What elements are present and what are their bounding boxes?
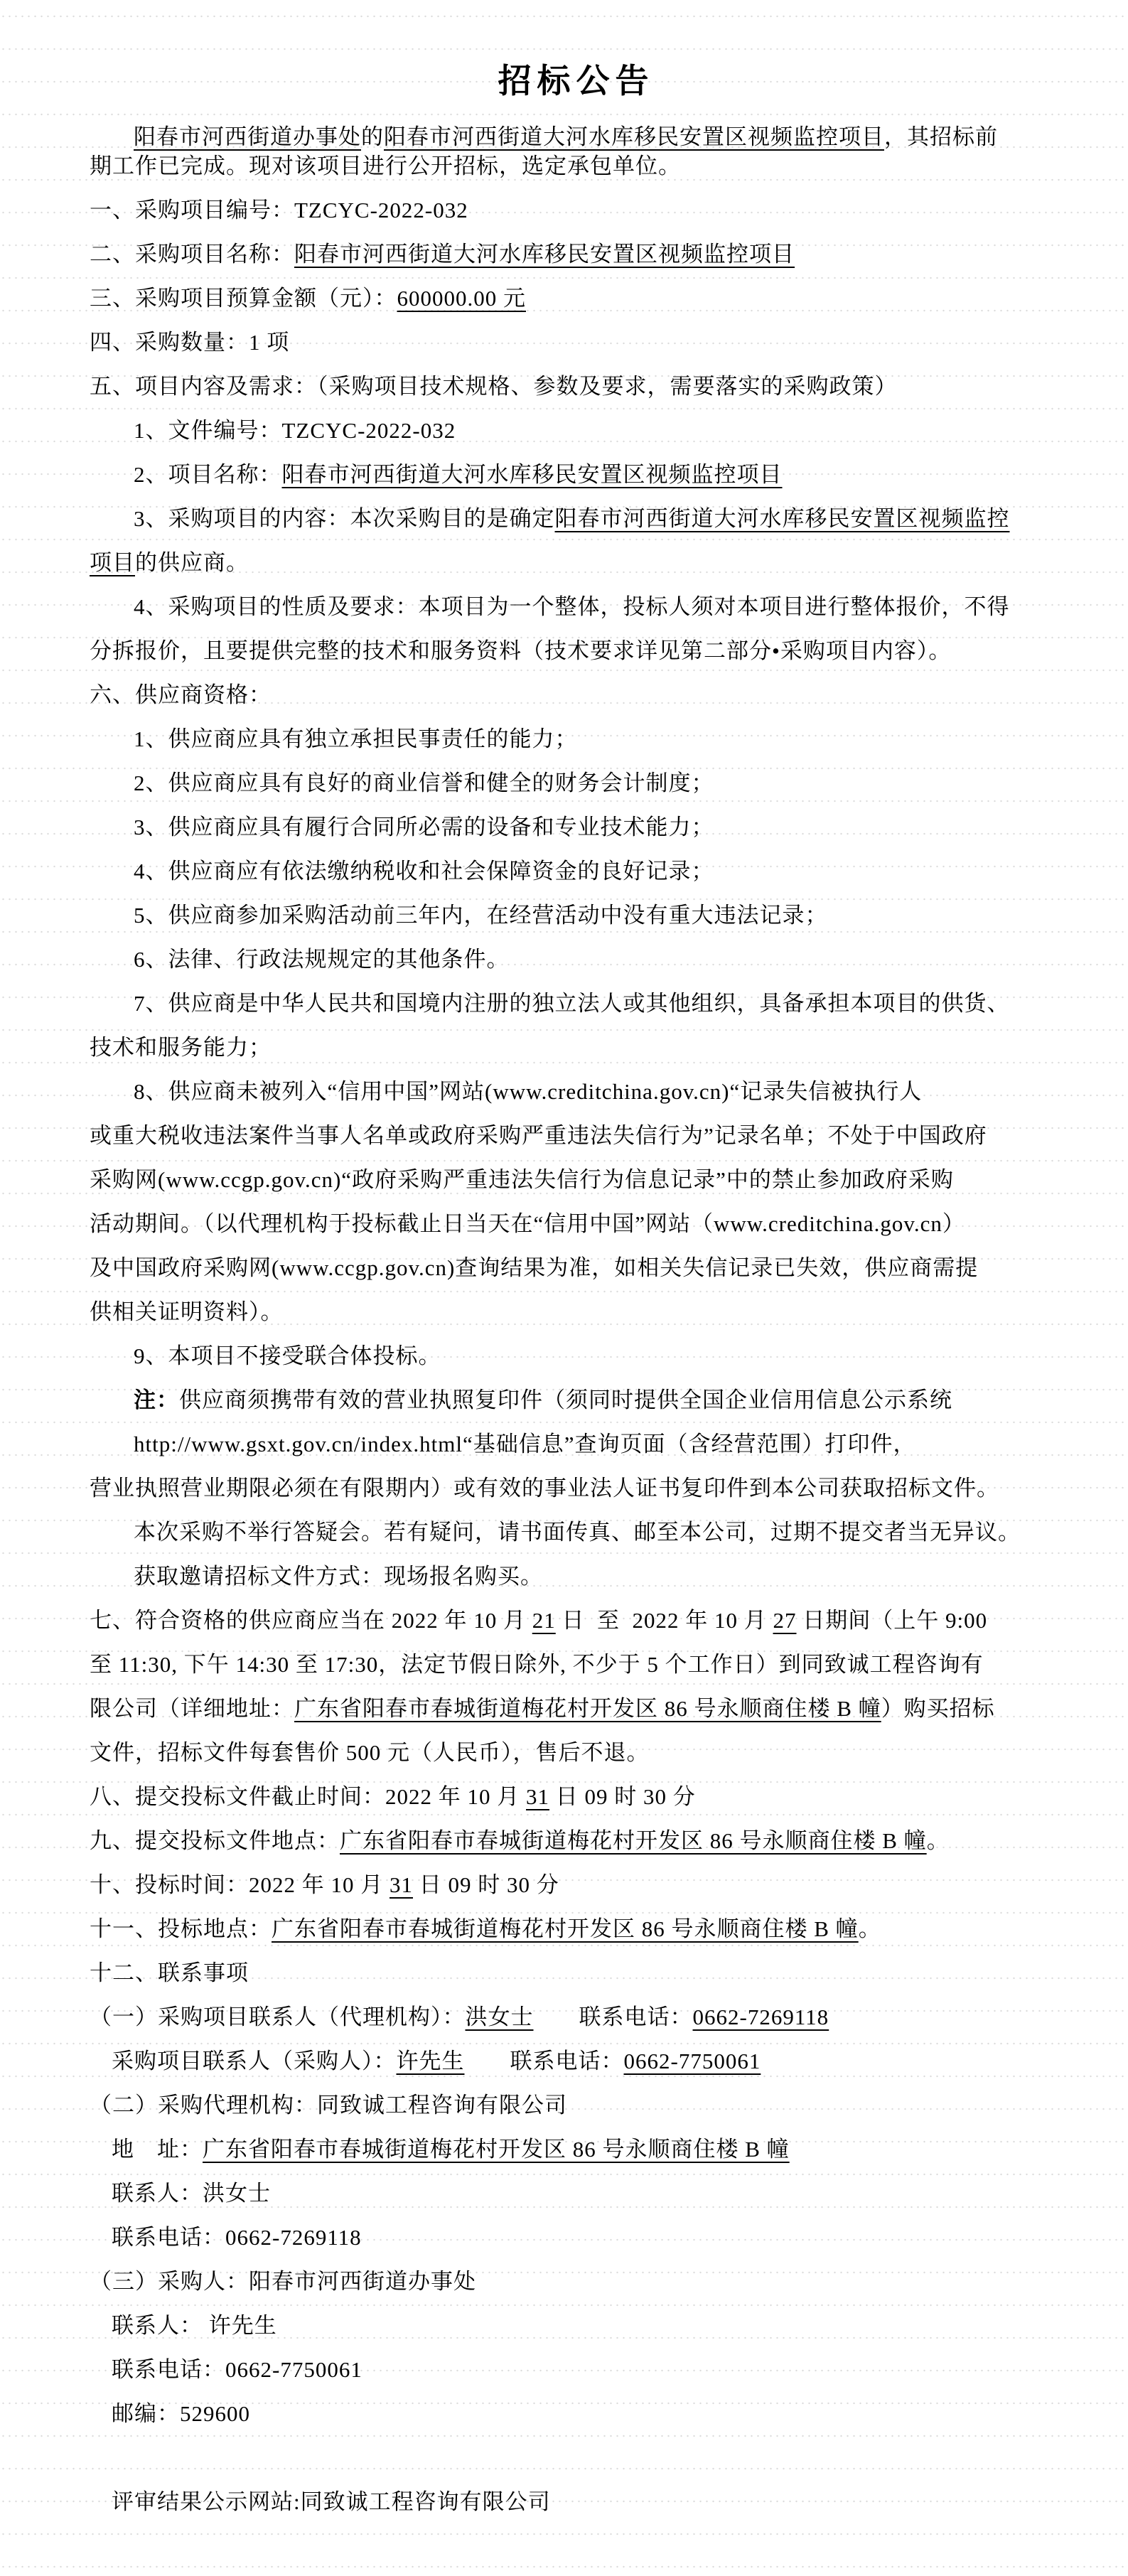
text-run: 联系电话：0662-7269118 <box>112 2225 362 2250</box>
doc-line <box>90 1958 1063 1988</box>
doc-line <box>90 2179 1063 2209</box>
underlined-text: 600000.00 元 <box>397 286 526 311</box>
text-run: 日期间（上午 9:00 <box>796 1608 988 1633</box>
underlined-text: 项目 <box>90 550 135 575</box>
doc-line <box>90 857 1063 886</box>
doc-line <box>90 1870 1063 1900</box>
doc-line <box>90 1562 1063 1592</box>
text-run: 5、供应商参加采购活动前三年内，在经营活动中没有重大违法记录； <box>134 903 828 928</box>
doc-line <box>90 2487 1063 2517</box>
text-run: 的 <box>361 124 384 149</box>
text-run: 日 09 时 30 分 <box>413 1872 559 1897</box>
doc-line <box>90 724 1063 754</box>
underlined-text: 广东省阳春市春城街道梅花村开发区 86 号永顺商住楼 B 幢 <box>203 2137 790 2162</box>
doc-line <box>90 1826 1063 1856</box>
text-run: http://www.gsxt.gov.cn/index.html“基础信息”查询页面（含经营范围）打印件， <box>134 1432 916 1456</box>
doc-line <box>90 2355 1063 2385</box>
doc-line <box>90 1253 1063 1283</box>
underlined-text: 许先生 <box>396 2049 465 2073</box>
doc-line <box>90 812 1063 842</box>
doc-line <box>90 2091 1063 2120</box>
text-run: 。 <box>858 1916 881 1941</box>
text-run: 联系电话： <box>464 2049 624 2073</box>
text-run: 6、法律、行政法规规定的其他条件。 <box>134 947 510 972</box>
text-run: 4、采购项目的性质及要求：本项目为一个整体，投标人须对本项目进行整体报价，不得 <box>134 594 1010 619</box>
doc-line <box>90 122 1063 152</box>
underlined-text: 阳春市河西街道大河水库移民安置区视频监控 <box>554 506 1010 531</box>
doc-line <box>90 1782 1063 1812</box>
underlined-text: 广东省阳春市春城街道梅花村开发区 86 号永顺商住楼 B 幢 <box>272 1916 859 1941</box>
text-run: 十、投标时间：2022 年 10 月 <box>90 1872 390 1897</box>
doc-line <box>90 592 1063 622</box>
doc-line <box>90 1121 1063 1151</box>
doc-line <box>90 2223 1063 2253</box>
underlined-text: 阳春市河西街道大河水库移民安置区视频监控项目 <box>281 462 783 487</box>
text-run: 二、采购项目名称： <box>90 242 294 267</box>
doc-line <box>90 195 1063 225</box>
doc-line <box>90 1209 1063 1239</box>
doc-line <box>90 151 1063 181</box>
doc-line <box>90 1385 1063 1415</box>
text-run: 或重大税收违法案件当事人名单或政府采购严重违法失信行为”记录名单；不处于中国政府 <box>90 1123 987 1148</box>
text-run: 及中国政府采购网(www.ccgp.gov.cn)查询结果为准，如相关失信记录已失效，供应商需提 <box>90 1255 979 1280</box>
doc-line <box>90 1914 1063 1944</box>
doc-line <box>90 2135 1063 2164</box>
text-run: 九、提交投标文件地点： <box>90 1828 340 1853</box>
doc-line <box>90 460 1063 490</box>
underlined-text: 阳春市河西街道大河水库移民安置区视频监控项目 <box>384 124 884 149</box>
text-run: 3、供应商应具有履行合同所必需的设备和专业技术能力； <box>134 815 714 839</box>
text-run: ）购买招标 <box>881 1696 995 1721</box>
text-run: 1、文件编号：TZCYC-2022-032 <box>134 418 456 443</box>
doc-line <box>90 1429 1063 1459</box>
text-run: 八、提交投标文件截止时间：2022 年 10 月 <box>90 1784 526 1809</box>
text-run: ，其招标前 <box>884 124 998 149</box>
text-run: 联系人： 许先生 <box>112 2313 277 2338</box>
text-run: 2、项目名称： <box>134 462 282 487</box>
text-run: 六、供应商资格： <box>90 682 272 707</box>
doc-line <box>90 1694 1063 1724</box>
text-run: 一、采购项目编号：TZCYC-2022-032 <box>90 198 468 222</box>
doc-line <box>90 2267 1063 2297</box>
doc-line <box>90 1077 1063 1107</box>
text-run: 邮编：529600 <box>112 2401 250 2426</box>
doc-line <box>90 548 1063 578</box>
doc-line <box>90 636 1063 666</box>
underlined-text: 31 <box>526 1784 549 1809</box>
doc-line <box>90 1341 1063 1371</box>
text-run: 文件，招标文件每套售价 500 元（人民币），售后不退。 <box>90 1740 650 1765</box>
text-run: 限公司（详细地址： <box>90 1696 294 1721</box>
text-run: 活动期间。（以代理机构于投标截止日当天在“信用中国”网站（www.creditchina.gov.cn） <box>90 1211 965 1236</box>
text-run: 采购网(www.ccgp.gov.cn)“政府采购严重违法失信行为信息记录”中的禁止参加政府采购 <box>90 1167 954 1192</box>
doc-line <box>90 1033 1063 1063</box>
doc-line <box>90 1606 1063 1636</box>
doc-line <box>90 328 1063 358</box>
text-run: 十二、联系事项 <box>90 1960 249 1985</box>
underlined-text: 广东省阳春市春城街道梅花村开发区 86 号永顺商住楼 B 幢 <box>340 1828 927 1853</box>
underlined-text: 阳春市河西街道大河水库移民安置区视频监控项目 <box>294 242 795 267</box>
doc-line <box>90 504 1063 534</box>
underlined-text: 31 <box>390 1872 413 1897</box>
underlined-text: 27 <box>773 1608 797 1633</box>
doc-line <box>90 2399 1063 2429</box>
text-run: 本次采购不举行答疑会。若有疑问，请书面传真、邮至本公司，过期不提交者当无异议。 <box>134 1520 1021 1545</box>
doc-line <box>90 768 1063 798</box>
text-run: 9、本项目不接受联合体投标。 <box>134 1343 441 1368</box>
doc-line <box>90 2311 1063 2341</box>
document-body <box>90 122 1063 2517</box>
text-run: 日 至 2022 年 10 月 <box>555 1608 773 1633</box>
text-run: 联系电话： <box>533 2005 693 2029</box>
text-run: （二）采购代理机构：同致诚工程咨询有限公司 <box>90 2093 567 2118</box>
text-run: 3、采购项目的内容：本次采购目的是确定 <box>134 506 555 531</box>
underlined-text: 0662-7269118 <box>692 2005 829 2029</box>
doc-line <box>90 1650 1063 1680</box>
doc-line <box>90 989 1063 1019</box>
text-run: 8、供应商未被列入“信用中国”网站(www.creditchina.gov.cn)“记录失信被执行人 <box>134 1079 923 1104</box>
text-run: 获取邀请招标文件方式：现场报名购买。 <box>134 1564 543 1589</box>
text-run: 营业执照营业期限必须在有限期内）或有效的事业法人证书复印件到本公司获取招标文件。 <box>90 1476 999 1501</box>
text-run: 日 09 时 30 分 <box>549 1784 696 1809</box>
text-run: 五、项目内容及需求：（采购项目技术规格、参数及要求，需要落实的采购政策） <box>90 374 898 399</box>
text-run: （一）采购项目联系人（代理机构）： <box>90 2005 466 2029</box>
underlined-text: 广东省阳春市春城街道梅花村开发区 86 号永顺商住楼 B 幢 <box>294 1696 881 1721</box>
text-run: 供相关证明资料）。 <box>90 1299 284 1324</box>
text-run: 1、供应商应具有独立承担民事责任的能力； <box>134 726 578 751</box>
doc-line <box>90 2002 1063 2032</box>
text-run: 评审结果公示网站:同致诚工程咨询有限公司 <box>112 2489 551 2514</box>
text-run: 地 址： <box>112 2137 203 2162</box>
text-run: 七、符合资格的供应商应当在 2022 年 10 月 <box>90 1608 532 1633</box>
doc-line <box>90 1474 1063 1503</box>
text-run: 采购项目联系人（采购人）： <box>112 2049 397 2073</box>
doc-line <box>90 416 1063 446</box>
doc-line <box>90 1297 1063 1327</box>
text-run: 4、供应商应有依法缴纳税收和社会保障资金的良好记录； <box>134 859 714 884</box>
underlined-text: 阳春市河西街道办事处 <box>134 124 361 149</box>
doc-line <box>90 1165 1063 1195</box>
text-run: 联系电话：0662-7750061 <box>112 2357 362 2382</box>
text-run: 分拆报价，且要提供完整的技术和服务资料（技术要求详见第二部分•采购项目内容）。 <box>90 638 952 663</box>
underlined-text: 0662-7750061 <box>623 2049 761 2073</box>
document-title: 招标公告 <box>498 63 655 100</box>
underlined-text: 洪女士 <box>465 2005 534 2029</box>
text-run: 2、供应商应具有良好的商业信誉和健全的财务会计制度； <box>134 771 714 795</box>
text-run: 联系人：洪女士 <box>112 2181 271 2206</box>
doc-line <box>90 1738 1063 1768</box>
doc-line <box>90 945 1063 975</box>
text-run: 至 11:30, 下午 14:30 至 17:30，法定节假日除外, 不少于 5 个工作日）到同致诚工程咨询有 <box>90 1652 984 1677</box>
doc-line <box>90 2046 1063 2076</box>
doc-line <box>90 284 1063 313</box>
text-run: 三、采购项目预算金额（元）： <box>90 286 397 311</box>
text-run: （三）采购人：阳春市河西街道办事处 <box>90 2269 476 2294</box>
text-run: 期工作已完成。现对该项目进行公开招标，选定承包单位。 <box>90 154 681 178</box>
text-run: 7、供应商是中华人民共和国境内注册的独立法人或其他组织，具备承担本项目的供货、 <box>134 991 1010 1016</box>
text-run: 四、采购数量：1 项 <box>90 330 290 355</box>
doc-line <box>90 240 1063 269</box>
doc-line <box>90 680 1063 710</box>
doc-line <box>90 901 1063 930</box>
text-run: 供应商须携带有效的营业执照复印件（须同时提供全国企业信用信息公示系统 <box>179 1388 952 1412</box>
text-run: 技术和服务能力； <box>90 1035 272 1060</box>
doc-line <box>90 1518 1063 1547</box>
underlined-text: 21 <box>532 1608 556 1633</box>
text-run: 。 <box>926 1828 950 1853</box>
text-run: 十一、投标地点： <box>90 1916 272 1941</box>
doc-line <box>90 372 1063 402</box>
text-run: 的供应商。 <box>135 550 249 575</box>
text-run: 注： <box>134 1388 179 1412</box>
